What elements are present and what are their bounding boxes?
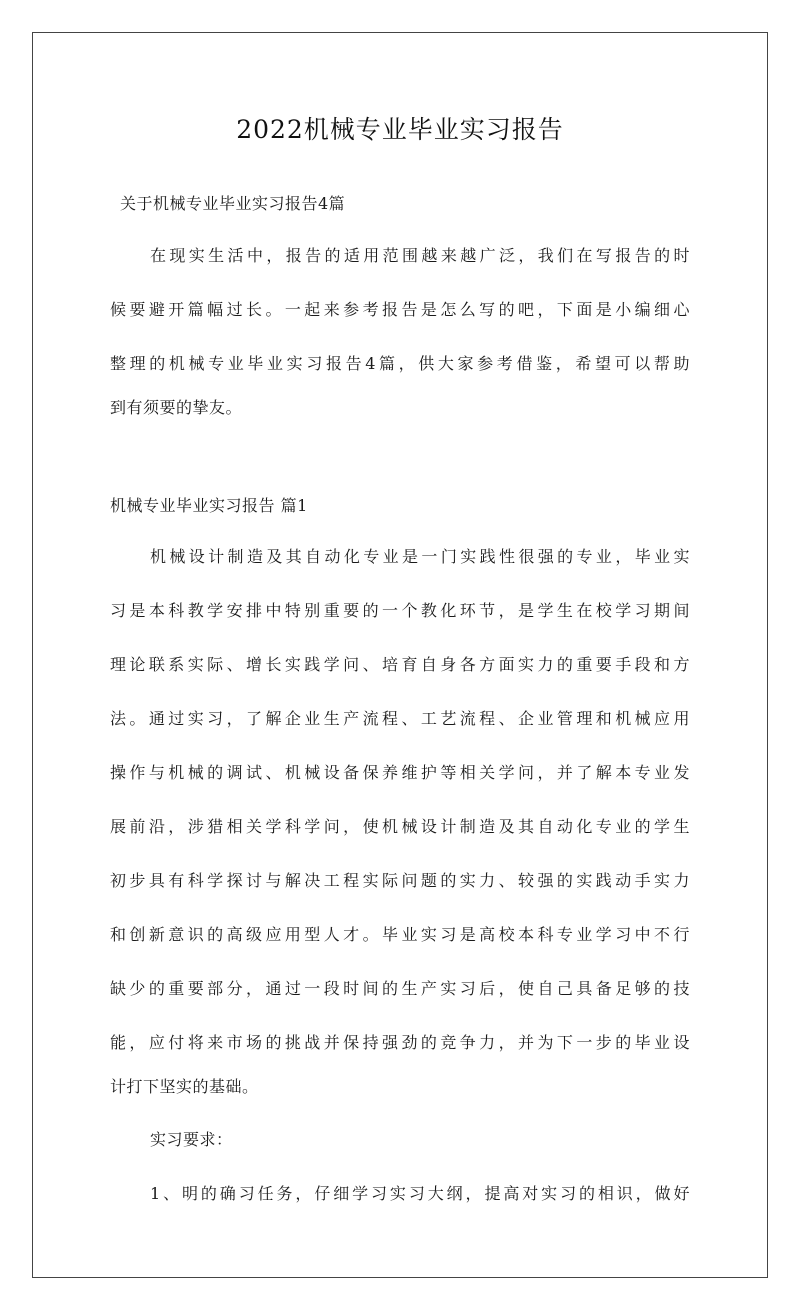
requirement-line-1: 1、明的确习任务，仔细学习实习大纲，提高对实习的相识，做好 [150, 1184, 690, 1203]
body-line-6: 展前沿，涉猎相关学科学问，使机械设计制造及其自动化专业的学生 [110, 817, 690, 836]
intro-line-3: 整理的机械专业毕业实习报告4篇，供大家参考借鉴，希望可以帮助 [110, 354, 690, 373]
body-line-1: 机械设计制造及其自动化专业是一门实践性很强的专业，毕业实 [150, 547, 690, 566]
body-line-8: 和创新意识的高级应用型人才。毕业实习是高校本科专业学习中不行 [110, 925, 690, 944]
document-title: 2022机械专业毕业实习报告 [236, 115, 564, 144]
body-line-7: 初步具有科学探讨与解决工程实际问题的实力、较强的实践动手实力 [110, 871, 690, 890]
body-line-3: 理论联系实际、增长实践学问、培育自身各方面实力的重要手段和方 [110, 655, 690, 674]
body-line-2: 习是本科教学安排中特别重要的一个教化环节，是学生在校学习期间 [110, 601, 690, 620]
body-line-4: 法。通过实习，了解企业生产流程、工艺流程、企业管理和机械应用 [110, 709, 690, 728]
document-subtitle: 关于机械专业毕业实习报告4篇 [120, 194, 346, 213]
intro-line-4: 到有须要的挚友。 [110, 398, 243, 417]
body-line-11: 计打下坚实的基础。 [110, 1077, 259, 1096]
body-line-9: 缺少的重要部分，通过一段时间的生产实习后，使自己具备足够的技 [110, 979, 690, 998]
body-line-10: 能，应付将来市场的挑战并保持强劲的竞争力，并为下一步的毕业设 [110, 1033, 690, 1052]
intro-line-2: 候要避开篇幅过长。一起来参考报告是怎么写的吧，下面是小编细心 [110, 300, 690, 319]
section-heading: 机械专业毕业实习报告 篇1 [110, 496, 308, 515]
intro-line-1: 在现实生活中，报告的适用范围越来越广泛，我们在写报告的时 [150, 246, 690, 265]
body-line-5: 操作与机械的调试、机械设备保养维护等相关学问，并了解本专业发 [110, 763, 690, 782]
requirements-heading: 实习要求： [150, 1130, 233, 1149]
